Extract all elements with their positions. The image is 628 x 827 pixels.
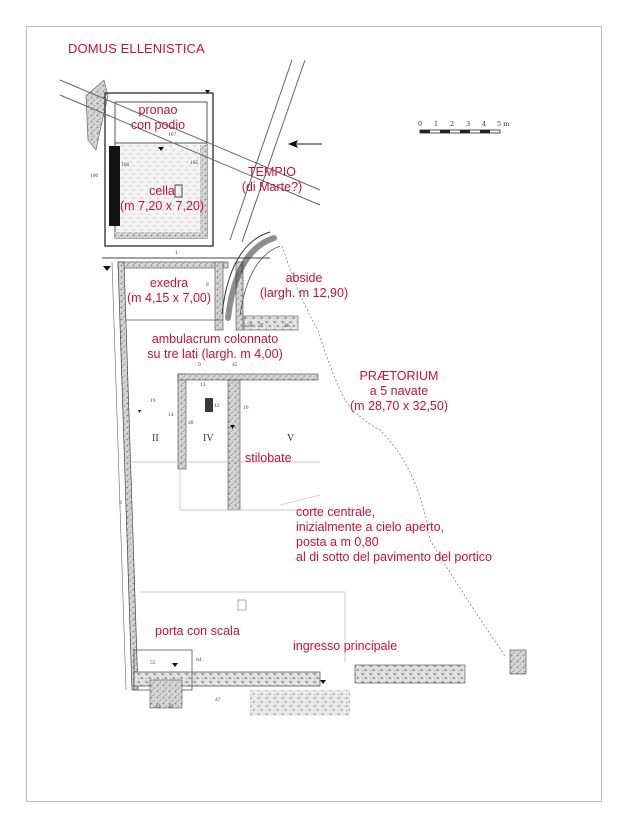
north-arrow [288, 140, 322, 148]
label-porta: porta con scala [155, 624, 240, 638]
label-praetorium: PRÆTORIUM a 5 navate (m 28,70 x 32,50) [350, 369, 448, 413]
plan-number: 47 [215, 697, 221, 703]
label-ingresso: ingresso principale [293, 639, 398, 653]
plan-number: 3 [119, 500, 122, 506]
plan-number: 40 [188, 420, 194, 426]
plan-number: 9 [198, 362, 201, 368]
plan-number: 55 [150, 660, 156, 666]
plan-number: 45 [232, 362, 238, 368]
scale-tick-1: 1 [434, 120, 439, 128]
plan-number: 13 [200, 382, 206, 388]
plan-number: 64 [196, 657, 202, 663]
scale-tick-0: 0 [418, 120, 423, 128]
plan-number: 1 [175, 250, 178, 256]
label-abside: abside (largh. m 12,90) [259, 271, 349, 300]
label-stilobate: stilobate [245, 451, 292, 465]
nave-numeral: II [152, 433, 159, 444]
label-ambulacrum: ambulacrum colonnato su tre lati (largh. m 4,00) [147, 332, 283, 361]
plan-number: 14 [168, 412, 174, 418]
scale-tick-5: 5 m [497, 120, 510, 128]
plan-number: 26 [284, 323, 290, 329]
scale-tick-2: 2 [450, 120, 455, 128]
plan-number: 28 [247, 323, 253, 329]
scale-tick-4: 4 [482, 120, 487, 128]
nave-numeral: IV [203, 433, 214, 444]
scale-bar [420, 130, 500, 133]
plan-number: 43 [155, 704, 161, 710]
label-pronao: pronao con podio [130, 103, 186, 132]
plan-number: 165 [190, 160, 199, 166]
plan-number: 8 [206, 282, 209, 288]
label-tempio: TEMPIO (di Marte?) [241, 165, 303, 194]
plan-number: 45 [168, 704, 174, 710]
nave-numeral: V [287, 433, 295, 444]
scale-tick-3: 3 [466, 120, 471, 128]
plan-number: 10 [243, 405, 249, 411]
label-corte: corte centrale, inizialmente a cielo aperto, posta a m 0,80 al di sotto del pavimento del portico [296, 505, 492, 564]
plan-number: 107 [168, 132, 177, 138]
plan-number: 19 [150, 398, 156, 404]
label-cella: cella (m 7,20 x 7,20) [119, 184, 205, 213]
page-title: DOMUS ELLENISTICA [68, 41, 205, 56]
label-exedra: exedra (m 4,15 x 7,00) [126, 276, 212, 305]
plan-number: 12 [214, 403, 220, 409]
plan-number: 100 [90, 173, 99, 179]
plan-number: 27 [258, 323, 264, 329]
plan-number: 106 [121, 162, 130, 168]
